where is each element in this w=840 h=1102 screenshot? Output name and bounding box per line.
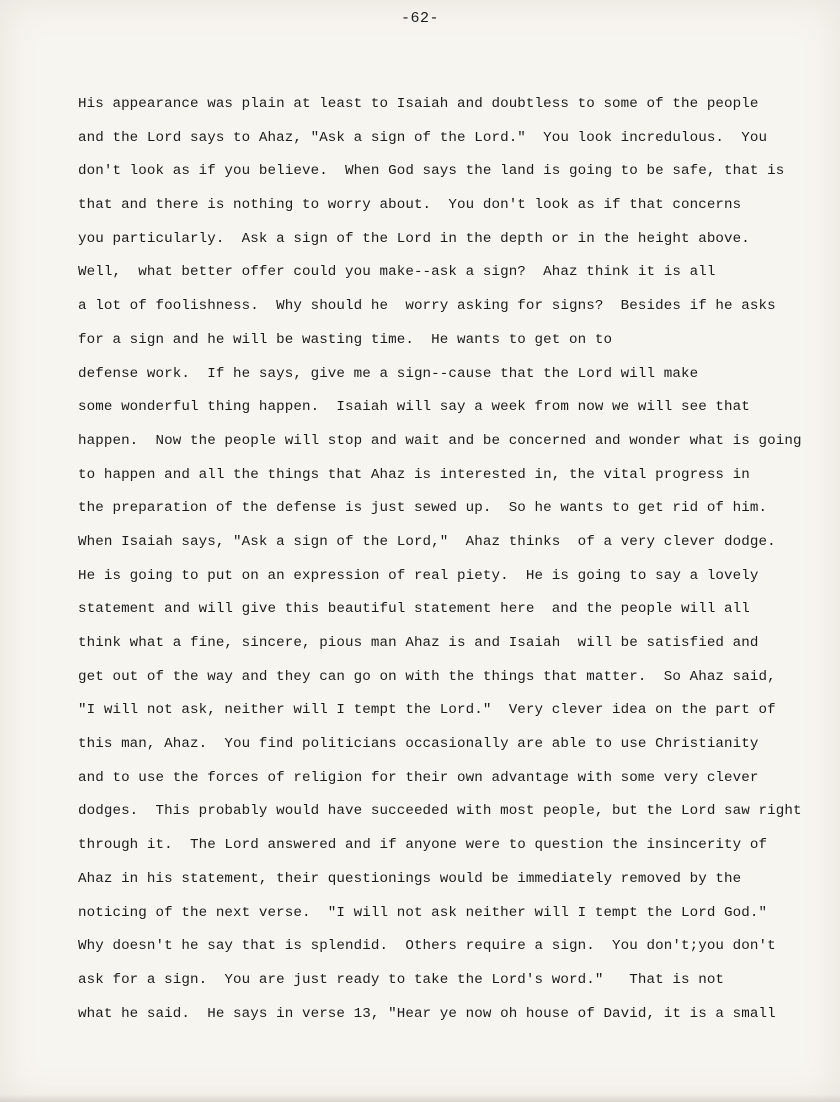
text-line: a lot of foolishness. Why should he worry asking for signs? Besides if he asks [78, 298, 776, 315]
text-line: Well, what better offer could you make--ask a sign? Ahaz think it is all [78, 264, 716, 281]
text-line: noticing of the next verse. "I will not ask neither will I tempt the Lord God." [78, 904, 768, 921]
text-line: the preparation of the defense is just sewed up. So he wants to get rid of him. [78, 500, 768, 517]
text-line: this man, Ahaz. You find politicians occasionally are able to use Christianity [78, 736, 759, 753]
text-line: statement and will give this beautiful statement here and the people will all [78, 601, 750, 618]
text-line: happen. Now the people will stop and wait and be concerned and wonder what is going [78, 432, 802, 449]
text-line: and to use the forces of religion for their own advantage with some very clever [78, 769, 759, 786]
text-line: you particularly. Ask a sign of the Lord in the depth or in the height above. [78, 230, 750, 247]
text-line: think what a fine, sincere, pious man Ahaz is and Isaiah will be satisfied and [78, 635, 759, 651]
text-line: Ahaz in his statement, their questionings would be immediately removed by the [78, 870, 742, 887]
text-line: dodges. This probably would have succeeded with most people, but the Lord saw right [78, 803, 802, 820]
text-line: When Isaiah says, "Ask a sign of the Lord," Ahaz thinks of a very clever dodge. [78, 533, 776, 550]
text-line: some wonderful thing happen. Isaiah will say a week from now we will see that [78, 399, 750, 416]
body-text [78, 92, 802, 1035]
text-line: He is going to put on an expression of real piety. He is going to say a lovely [78, 567, 759, 584]
text-line: His appearance was plain at least to Isaiah and doubtless to some of the people [78, 96, 759, 112]
text-line: Why doesn't he say that is splendid. Others require a sign. You don't;you don't [78, 938, 776, 955]
text-line: that and there is nothing to worry about. You don't look as if that concerns [78, 197, 742, 214]
text-line: through it. The Lord answered and if anyone were to question the insincerity of [78, 837, 768, 854]
text-line: defense work. If he says, give me a sign--cause that the Lord will make [78, 365, 699, 382]
text-line: what he said. He says in verse 13, "Hear ye now oh house of David, it is a small [78, 1005, 776, 1022]
text-line: for a sign and he will be wasting time. He wants to get on to [78, 331, 613, 348]
text-line: "I will not ask, neither will I tempt the Lord." Very clever idea on the part of [78, 702, 776, 719]
text-line: get out of the way and they can go on with the things that matter. So Ahaz said, [78, 668, 776, 685]
page-number: -62- [400, 10, 439, 27]
text-line: ask for a sign. You are just ready to take the Lord's word." That is not [78, 971, 725, 988]
text-line: and the Lord says to Ahaz, "Ask a sign of the Lord." You look incredulous. You [78, 129, 768, 146]
text-line: don't look as if you believe. When God says the land is going to be safe, that is [78, 163, 785, 180]
page-edge-shadow [0, 1094, 840, 1102]
text-line: to happen and all the things that Ahaz is interested in, the vital progress in [78, 466, 750, 483]
